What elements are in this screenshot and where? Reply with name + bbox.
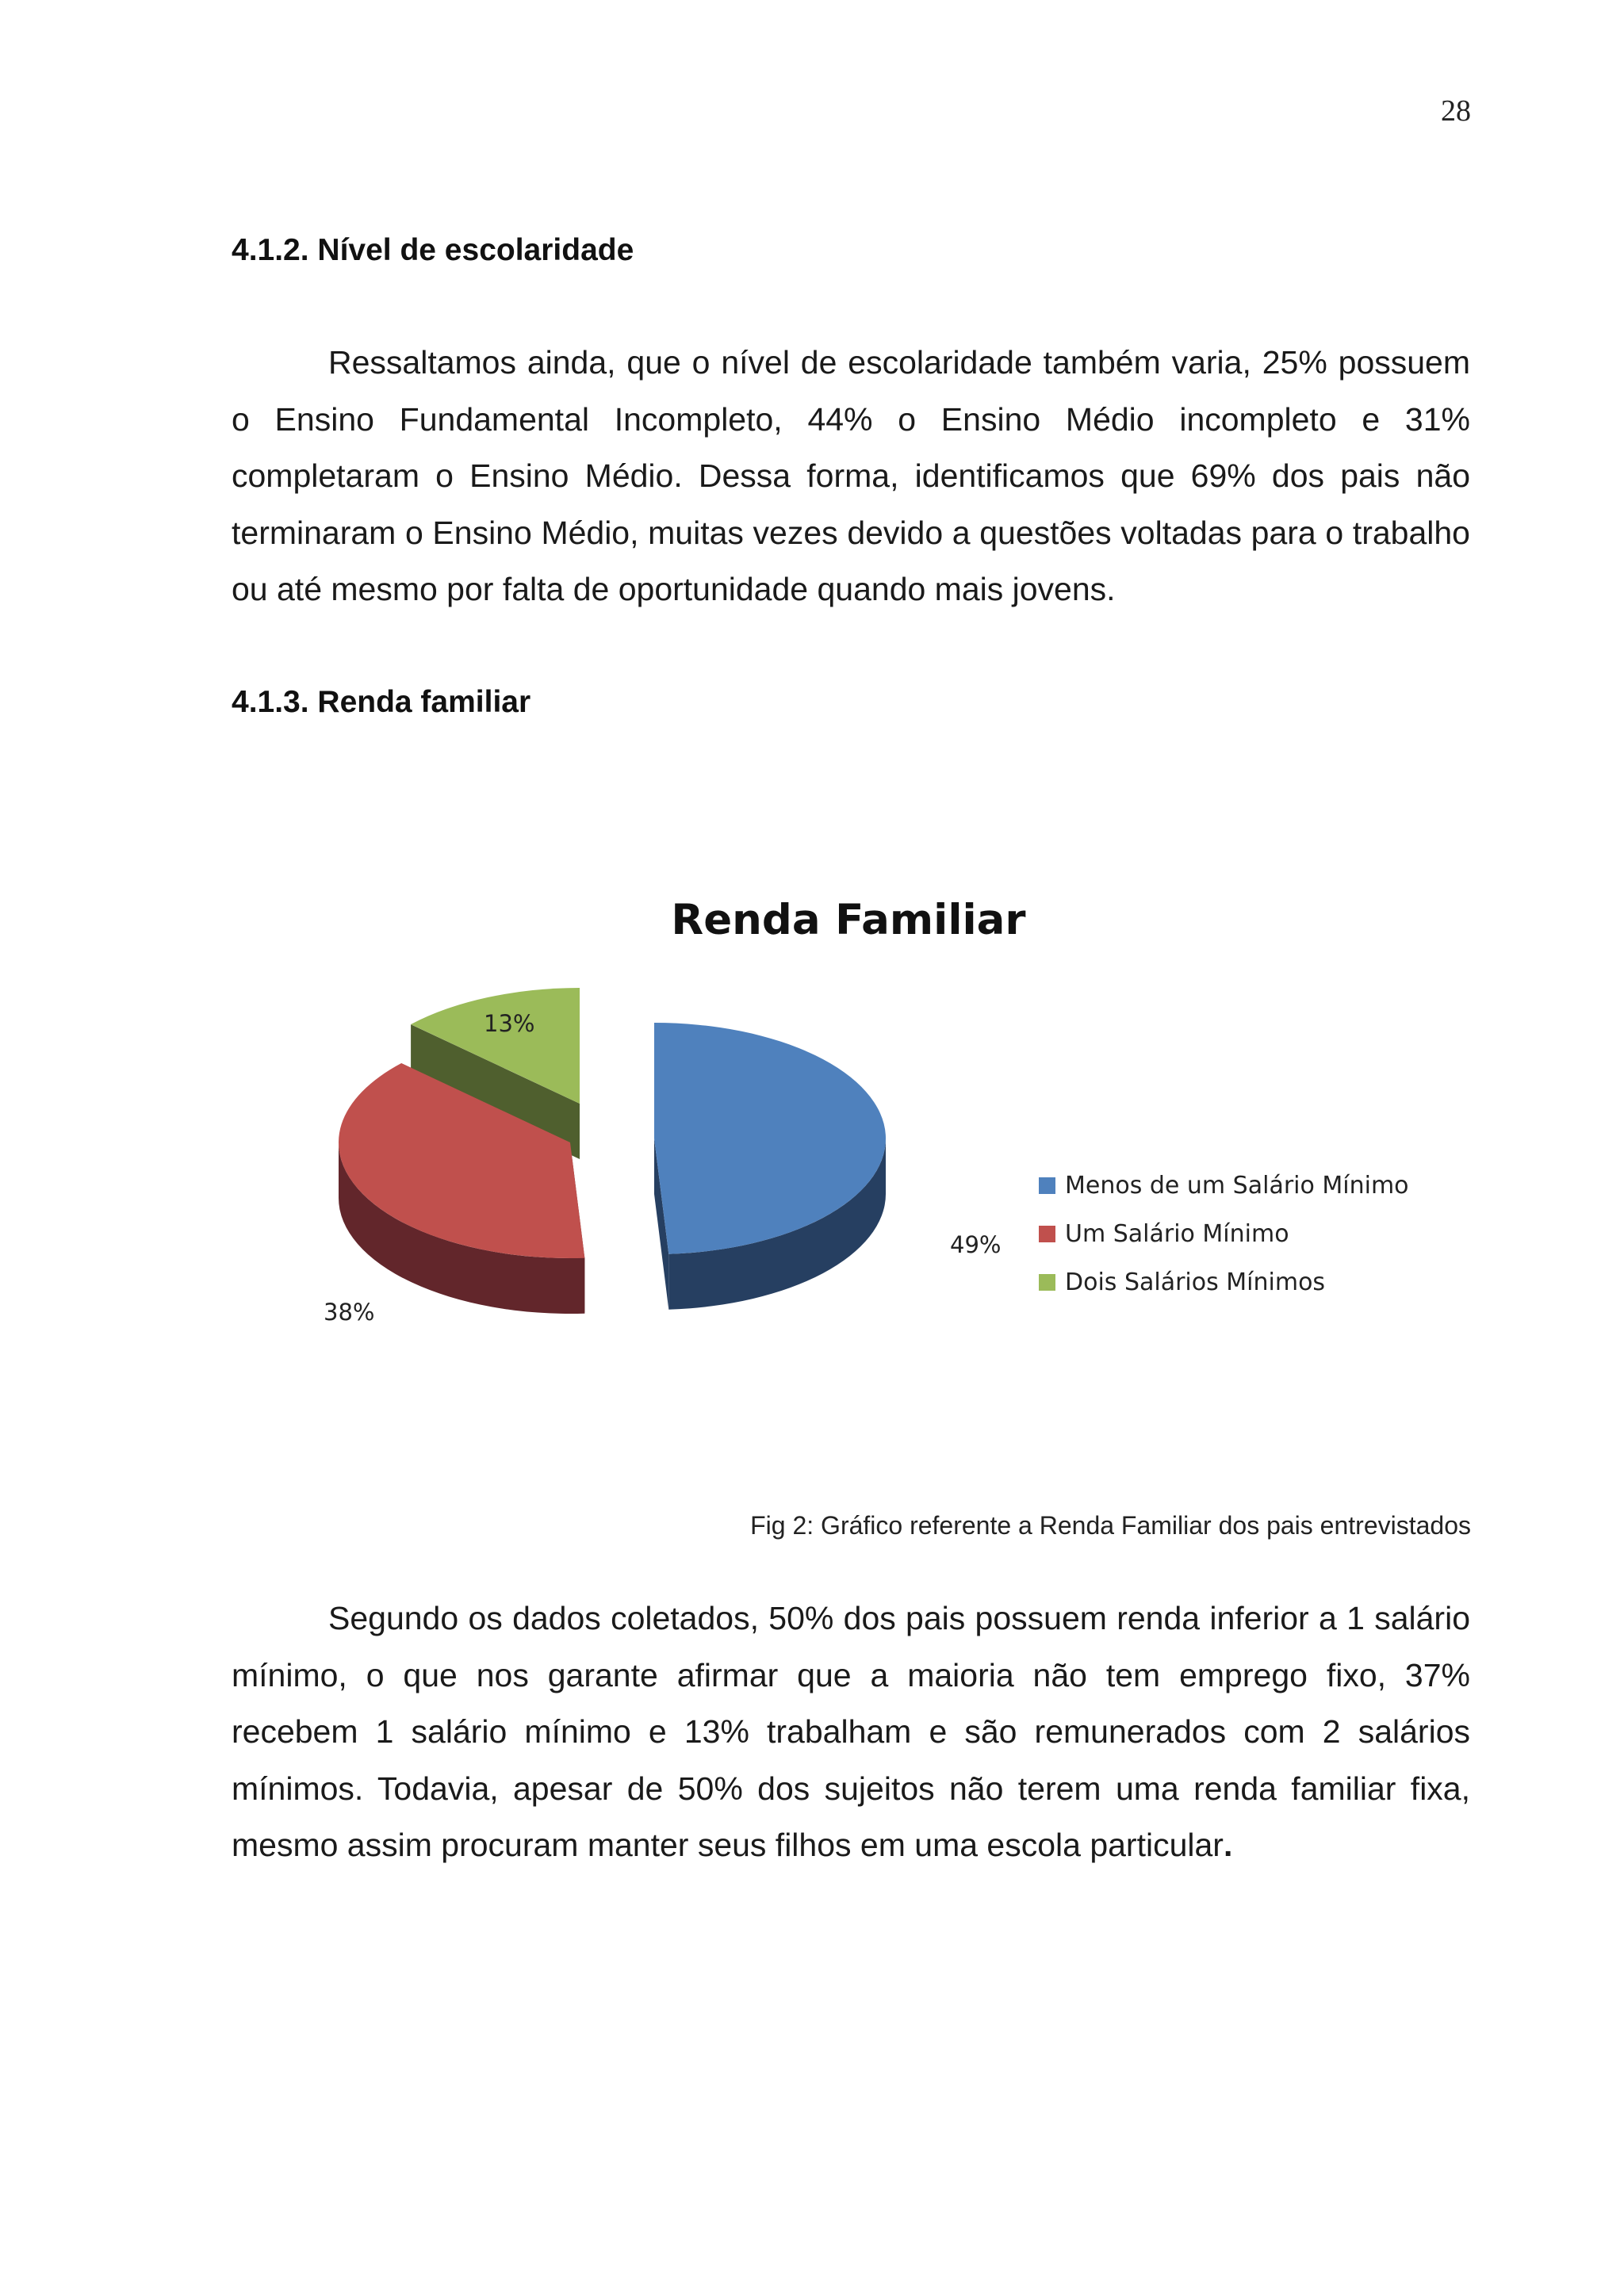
legend-item-3 — [1039, 1258, 1409, 1307]
legend-swatch-3 — [1039, 1274, 1055, 1291]
legend-item-2 — [1039, 1210, 1409, 1258]
legend-label-2: Um Salário Mínimo — [1065, 1220, 1289, 1248]
page-number: 28 — [1441, 94, 1471, 128]
renda-familiar-chart — [262, 880, 1467, 1435]
paragraph-escolaridade-text: Ressaltamos ainda, que o nível de escolaridade também varia, 25% possuem o Ensino Fundamental Incompleto, 44% o Ensino Médio incompleto e 31% completaram o Ensino Médio. Dessa forma, identificamos que 69% dos pais não terminaram o Ensino Médio, muitas vezes devido a questões voltadas para o trabalho ou até mesmo por falta de oportunidade quando mais jovens. — [232, 344, 1470, 607]
legend-label-1: Menos de um Salário Mínimo — [1065, 1172, 1409, 1200]
legend-item-1 — [1039, 1161, 1409, 1210]
data-label-slice-1: 49% — [950, 1231, 1002, 1258]
section-heading-renda: 4.1.3. Renda familiar — [232, 685, 531, 719]
paragraph-renda — [232, 1590, 1470, 1874]
legend-swatch-2 — [1039, 1226, 1055, 1242]
figure-caption: Fig 2: Gráfico referente a Renda Familiar dos pais entrevistados — [750, 1511, 1471, 1540]
paragraph-escolaridade — [232, 335, 1470, 618]
chart-title: Renda Familiar — [671, 896, 1026, 944]
section-heading-escolaridade: 4.1.2. Nível de escolaridade — [232, 233, 634, 267]
chart-legend — [1039, 1161, 1409, 1307]
paragraph-renda-end-mark: . — [1223, 1827, 1233, 1863]
legend-label-3: Dois Salários Mínimos — [1065, 1269, 1326, 1296]
paragraph-renda-text: Segundo os dados coletados, 50% dos pais possuem renda inferior a 1 salário mínimo, o que nos garante afirmar que a maioria não tem emprego fixo, 37% recebem 1 salário mínimo e 13% trabalham e são remunerados com 2 salários mínimos. Todavia, apesar de 50% dos sujeitos não terem uma renda familiar fixa, mesmo assim procuram manter seus filhos em uma escola particular — [232, 1600, 1470, 1863]
data-label-slice-3: 13% — [484, 1010, 535, 1037]
data-label-slice-2: 38% — [324, 1299, 375, 1326]
pie-chart-svg — [262, 880, 1467, 1435]
legend-swatch-1 — [1039, 1177, 1055, 1194]
